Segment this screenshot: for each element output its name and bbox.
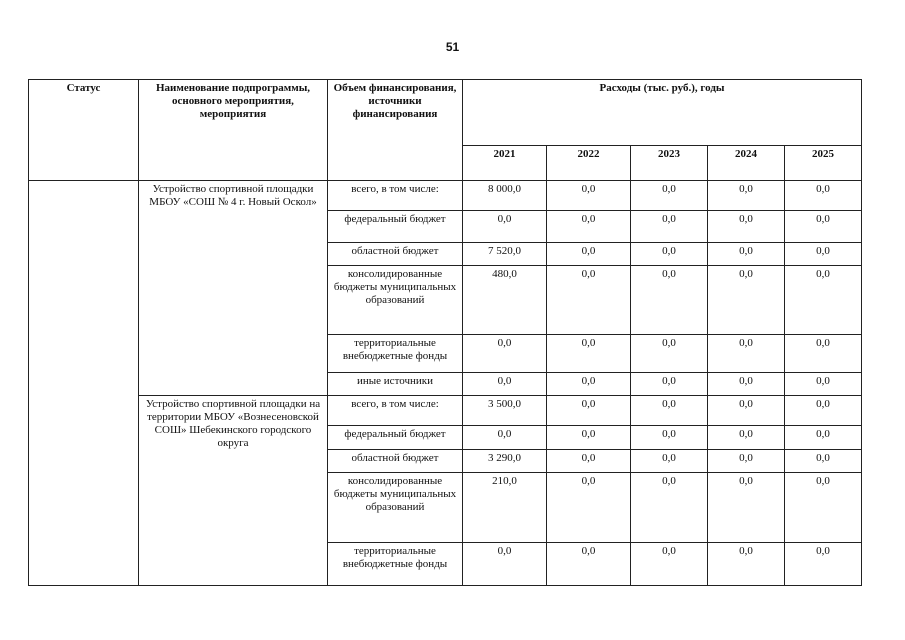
activity-name: Устройство спортивной площадки на территории МБОУ «Вознесеновской СОШ» Шебекинского городского округа	[139, 396, 328, 586]
value-cell: 0,0	[547, 373, 631, 396]
header-year-2025: 2025	[785, 146, 862, 181]
source-cell: областной бюджет	[328, 450, 463, 473]
value-cell: 0,0	[463, 543, 547, 586]
value-cell: 0,0	[785, 266, 862, 335]
value-cell: 0,0	[547, 473, 631, 543]
value-cell: 0,0	[785, 473, 862, 543]
value-cell: 0,0	[785, 373, 862, 396]
activity-name: Устройство спортивной площадки МБОУ «СОШ № 4 г. Новый Оскол»	[139, 181, 328, 396]
value-cell: 3 290,0	[463, 450, 547, 473]
status-cell	[29, 181, 139, 586]
value-cell: 0,0	[547, 181, 631, 211]
header-year-2024: 2024	[708, 146, 785, 181]
value-cell: 0,0	[631, 243, 708, 266]
value-cell: 0,0	[547, 543, 631, 586]
source-cell: консолидированные бюджеты муниципальных образований	[328, 266, 463, 335]
source-cell: территориальные внебюджетные фонды	[328, 543, 463, 586]
value-cell: 0,0	[547, 450, 631, 473]
value-cell: 0,0	[708, 426, 785, 450]
value-cell: 0,0	[785, 243, 862, 266]
value-cell: 3 500,0	[463, 396, 547, 426]
value-cell: 0,0	[708, 396, 785, 426]
value-cell: 0,0	[631, 211, 708, 243]
table-row	[29, 396, 862, 426]
value-cell: 0,0	[785, 396, 862, 426]
value-cell: 0,0	[708, 543, 785, 586]
value-cell: 0,0	[631, 266, 708, 335]
header-volume: Объем финансирования, источники финансирования	[328, 80, 463, 181]
value-cell: 0,0	[785, 450, 862, 473]
table-row	[29, 181, 862, 211]
source-cell: федеральный бюджет	[328, 426, 463, 450]
value-cell: 0,0	[631, 181, 708, 211]
source-cell: всего, в том числе:	[328, 181, 463, 211]
value-cell: 480,0	[463, 266, 547, 335]
value-cell: 0,0	[547, 335, 631, 373]
value-cell: 0,0	[463, 211, 547, 243]
value-cell: 0,0	[785, 211, 862, 243]
value-cell: 0,0	[463, 335, 547, 373]
source-cell: федеральный бюджет	[328, 211, 463, 243]
value-cell: 0,0	[631, 426, 708, 450]
value-cell: 0,0	[631, 543, 708, 586]
source-cell: территориальные внебюджетные фонды	[328, 335, 463, 373]
value-cell: 0,0	[631, 473, 708, 543]
value-cell: 0,0	[708, 473, 785, 543]
source-cell: всего, в том числе:	[328, 396, 463, 426]
value-cell: 0,0	[547, 243, 631, 266]
value-cell: 0,0	[708, 335, 785, 373]
value-cell: 0,0	[708, 211, 785, 243]
value-cell: 0,0	[547, 211, 631, 243]
header-name: Наименование подпрограммы, основного мероприятия, мероприятия	[139, 80, 328, 181]
financing-table	[28, 79, 862, 586]
value-cell: 0,0	[708, 266, 785, 335]
header-status: Статус	[29, 80, 139, 181]
value-cell: 0,0	[785, 543, 862, 586]
value-cell: 210,0	[463, 473, 547, 543]
source-cell: иные источники	[328, 373, 463, 396]
value-cell: 0,0	[547, 396, 631, 426]
value-cell: 0,0	[631, 335, 708, 373]
header-year-2023: 2023	[631, 146, 708, 181]
value-cell: 0,0	[547, 266, 631, 335]
value-cell: 0,0	[785, 426, 862, 450]
value-cell: 0,0	[708, 181, 785, 211]
source-cell: областной бюджет	[328, 243, 463, 266]
value-cell: 0,0	[547, 426, 631, 450]
page-number: 51	[445, 40, 460, 54]
value-cell: 0,0	[708, 373, 785, 396]
value-cell: 0,0	[463, 426, 547, 450]
value-cell: 8 000,0	[463, 181, 547, 211]
value-cell: 7 520,0	[463, 243, 547, 266]
value-cell: 0,0	[631, 373, 708, 396]
source-cell: консолидированные бюджеты муниципальных образований	[328, 473, 463, 543]
header-expenses: Расходы (тыс. руб.), годы	[463, 80, 862, 146]
value-cell: 0,0	[785, 335, 862, 373]
header-year-2021: 2021	[463, 146, 547, 181]
header-year-2022: 2022	[547, 146, 631, 181]
value-cell: 0,0	[631, 450, 708, 473]
value-cell: 0,0	[463, 373, 547, 396]
value-cell: 0,0	[631, 396, 708, 426]
value-cell: 0,0	[785, 181, 862, 211]
value-cell: 0,0	[708, 450, 785, 473]
value-cell: 0,0	[708, 243, 785, 266]
